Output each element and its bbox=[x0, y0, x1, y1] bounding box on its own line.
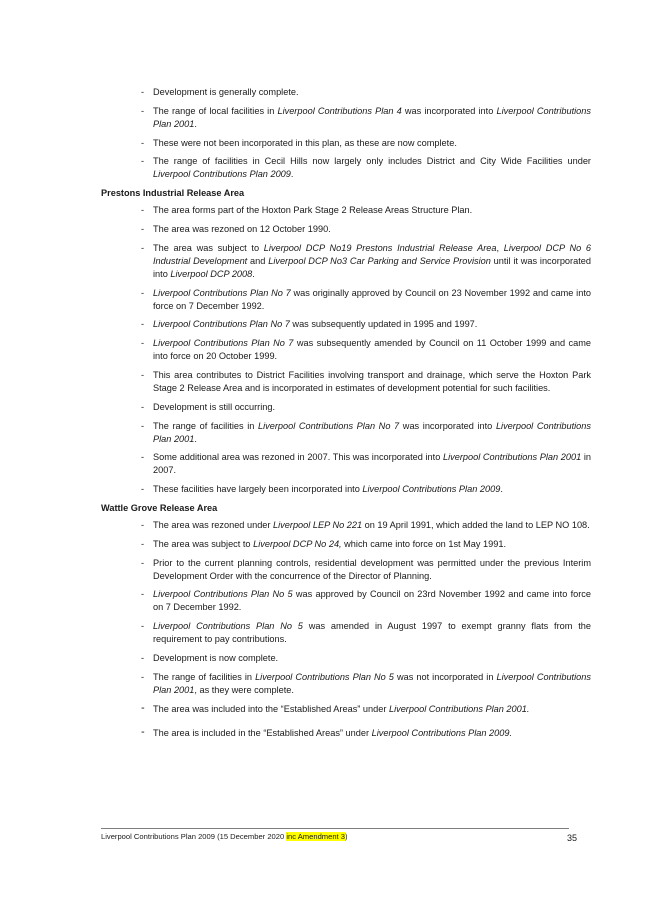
page-number: 35 bbox=[567, 833, 578, 843]
text-run: These were not been incorporated in this plan, as these are now complete. bbox=[153, 137, 457, 148]
text-run: was not incorporated in bbox=[393, 671, 497, 682]
text-run: , bbox=[496, 242, 504, 253]
italic-reference: Liverpool Contributions Plan No 7 bbox=[153, 319, 290, 330]
dash-bullet-icon: - bbox=[141, 557, 145, 568]
footer-amendment-highlight: inc Amendment 3 bbox=[286, 832, 346, 841]
text-run: . bbox=[252, 268, 255, 279]
list-item bbox=[101, 318, 591, 331]
text-run: The area is included in the “Established Areas” under bbox=[153, 727, 372, 738]
dash-bullet-icon: - bbox=[141, 205, 145, 216]
list-item bbox=[101, 671, 591, 697]
italic-reference: Liverpool Contributions Plan 2009 bbox=[362, 484, 501, 495]
dash-bullet-icon: - bbox=[141, 519, 145, 530]
text-run: Development is generally complete. bbox=[153, 87, 299, 97]
dash-bullet-icon: - bbox=[141, 401, 145, 412]
dash-bullet-icon: - bbox=[141, 652, 145, 663]
list-item bbox=[101, 451, 591, 477]
italic-reference: Liverpool Contributions Plan 2001 bbox=[153, 671, 591, 695]
footer-close-paren: ) bbox=[345, 832, 348, 841]
text-run: . bbox=[194, 433, 197, 444]
text-run: was incorporated into bbox=[401, 105, 497, 116]
dash-bullet-icon: - bbox=[141, 156, 145, 167]
italic-reference: Liverpool DCP No 24, bbox=[253, 538, 342, 549]
list-item bbox=[101, 242, 591, 281]
text-run: The range of facilities in bbox=[153, 671, 256, 682]
text-run: on 19 April 1991, which added the land to LEP NO 108. bbox=[362, 519, 590, 530]
list-item bbox=[101, 369, 591, 395]
dash-bullet-icon: - bbox=[141, 538, 145, 549]
italic-reference: Liverpool Contributions Plan No 7 bbox=[257, 420, 400, 431]
dash-bullet-icon: - bbox=[141, 242, 145, 253]
list-item bbox=[101, 105, 591, 131]
dash-bullet-icon: - bbox=[141, 621, 145, 632]
text-run: Prior to the current planning controls, residential development was permitted under the previous Interim Development Order with the concurrence of the Director of Planning. bbox=[153, 557, 591, 581]
dash-bullet-icon: - bbox=[141, 105, 145, 116]
text-run: until it was incorporated into bbox=[153, 255, 591, 279]
text-run: The range of facilities in Cecil Hills now largely only includes District and City Wide Facilities under bbox=[153, 156, 591, 167]
text-run: was incorporated into bbox=[399, 420, 496, 431]
dash-bullet-icon: - bbox=[141, 369, 145, 380]
italic-reference: Liverpool Contributions Plan 4 bbox=[277, 105, 402, 116]
text-run: . bbox=[290, 169, 294, 180]
dash-bullet-icon: - bbox=[141, 137, 145, 148]
text-run: in 2007. bbox=[153, 452, 591, 476]
italic-reference: Liverpool Contributions Plan 2001 bbox=[442, 452, 582, 463]
text-run: Development is now complete. bbox=[153, 652, 279, 663]
bullet-list bbox=[101, 204, 591, 496]
list-item bbox=[101, 401, 591, 414]
dash-bullet-icon: - bbox=[141, 420, 145, 431]
text-run: and bbox=[247, 255, 269, 266]
italic-reference: Liverpool Contributions Plan No 5 bbox=[153, 621, 303, 632]
italic-reference: Liverpool Contributions Plan 2001 bbox=[153, 105, 591, 129]
list-item bbox=[101, 588, 591, 614]
italic-reference: Liverpool Contributions Plan No 7 bbox=[153, 287, 291, 298]
list-item bbox=[101, 727, 591, 740]
text-run: The area was subject to bbox=[153, 538, 254, 549]
dash-bullet-icon: - bbox=[141, 223, 145, 234]
dash-bullet-icon: - bbox=[141, 87, 145, 97]
text-run: The area was rezoned under bbox=[153, 519, 274, 530]
dash-bullet-icon: - bbox=[141, 287, 145, 298]
list-item bbox=[101, 703, 591, 716]
text-run: The area forms part of the Hoxton Park Stage 2 Release Areas Structure Plan. bbox=[153, 205, 473, 216]
dash-bullet-icon: - bbox=[141, 671, 145, 682]
list-item bbox=[101, 337, 591, 363]
text-run: These facilities have largely been incorporated into bbox=[153, 484, 363, 495]
list-item bbox=[101, 204, 591, 217]
text-run: Some additional area was rezoned in 2007. This was incorporated into bbox=[153, 452, 443, 463]
text-run: was approved by Council on 23rd November 1992 and came into force on 7 December 1992. bbox=[153, 589, 591, 613]
list-item bbox=[101, 557, 591, 583]
italic-reference: Liverpool Contributions Plan No 7 bbox=[153, 338, 294, 349]
list-item bbox=[101, 223, 591, 236]
section-heading: Prestons Industrial Release Area bbox=[101, 188, 245, 199]
text-run: . bbox=[194, 118, 197, 129]
section bbox=[101, 86, 591, 181]
italic-reference: Liverpool Contributions Plan No 5 bbox=[153, 589, 293, 600]
text-run: The area was rezoned on 12 October 1990. bbox=[153, 223, 331, 234]
italic-reference: Liverpool DCP No19 Prestons Industrial Release Area bbox=[263, 242, 497, 253]
text-run: , as they were complete. bbox=[194, 684, 294, 695]
italic-reference: Liverpool DCP 2008 bbox=[170, 268, 253, 279]
text-run: was originally approved by Council on 23 November 1992 and came into force on 7 December 1992. bbox=[153, 287, 591, 311]
list-item bbox=[101, 420, 591, 446]
list-item bbox=[101, 155, 591, 181]
dash-bullet-icon: - bbox=[141, 338, 145, 349]
italic-reference: Liverpool Contributions Plan 2001 bbox=[153, 420, 591, 444]
footer-text bbox=[101, 832, 348, 842]
text-run: The range of facilities in bbox=[153, 420, 258, 431]
dash-bullet-icon: - bbox=[141, 452, 145, 463]
italic-reference: Liverpool LEP No 221 bbox=[273, 519, 363, 530]
section-heading: Wattle Grove Release Area bbox=[101, 502, 218, 513]
list-item bbox=[101, 137, 591, 150]
text-run: which came into force on 1st May 1991. bbox=[341, 538, 507, 549]
text-run: Development is still occurring. bbox=[153, 401, 276, 412]
italic-reference: Liverpool Contributions Plan 2009. bbox=[371, 727, 513, 738]
italic-reference: Liverpool Contributions Plan 2009 bbox=[153, 169, 291, 180]
list-item bbox=[101, 620, 591, 646]
bullet-list bbox=[101, 86, 591, 181]
text-run: The range of local facilities in bbox=[153, 105, 278, 116]
footer-plan-title: Liverpool Contributions Plan 2009 (15 December 2020 bbox=[101, 832, 287, 841]
text-run: was subsequently amended by Council on 11 October 1999 and came into force on 20 October 1999. bbox=[153, 338, 591, 362]
dash-bullet-icon: - bbox=[141, 589, 145, 600]
section bbox=[101, 502, 591, 740]
text-run: . bbox=[500, 484, 503, 495]
dash-bullet-icon: - bbox=[141, 484, 145, 495]
list-item bbox=[101, 287, 591, 313]
text-run: was subsequently updated in 1995 and 1997. bbox=[289, 319, 478, 330]
italic-reference: Liverpool DCP No3 Car Parking and Service Provision bbox=[268, 255, 491, 266]
list-item bbox=[101, 538, 591, 551]
list-item bbox=[101, 519, 591, 532]
italic-reference: Liverpool Contributions Plan 2001. bbox=[388, 703, 530, 714]
text-run: The area was subject to bbox=[153, 242, 264, 253]
italic-reference: Liverpool Contributions Plan No 5 bbox=[255, 671, 394, 682]
text-run: This area contributes to District Facilities involving transport and drainage, which serve the Hoxton Park Stage 2 Release Area and is incorporated in estimates of development potential for such facilities. bbox=[153, 369, 591, 393]
footer-rule bbox=[101, 828, 569, 829]
italic-reference: Liverpool DCP No 6 Industrial Development bbox=[153, 242, 592, 266]
section bbox=[101, 187, 591, 496]
list-item bbox=[101, 86, 591, 99]
page-body bbox=[101, 86, 591, 751]
dash-bullet-icon: - bbox=[141, 725, 145, 738]
dash-bullet-icon: - bbox=[141, 701, 145, 714]
list-item bbox=[101, 483, 591, 496]
bullet-list bbox=[101, 519, 591, 740]
list-item bbox=[101, 652, 591, 665]
text-run: The area was included into the “Established Areas” under bbox=[153, 703, 389, 714]
text-run: was amended in August 1997 to exempt granny flats from the requirement to pay contributions. bbox=[153, 621, 592, 645]
dash-bullet-icon: - bbox=[141, 319, 145, 330]
